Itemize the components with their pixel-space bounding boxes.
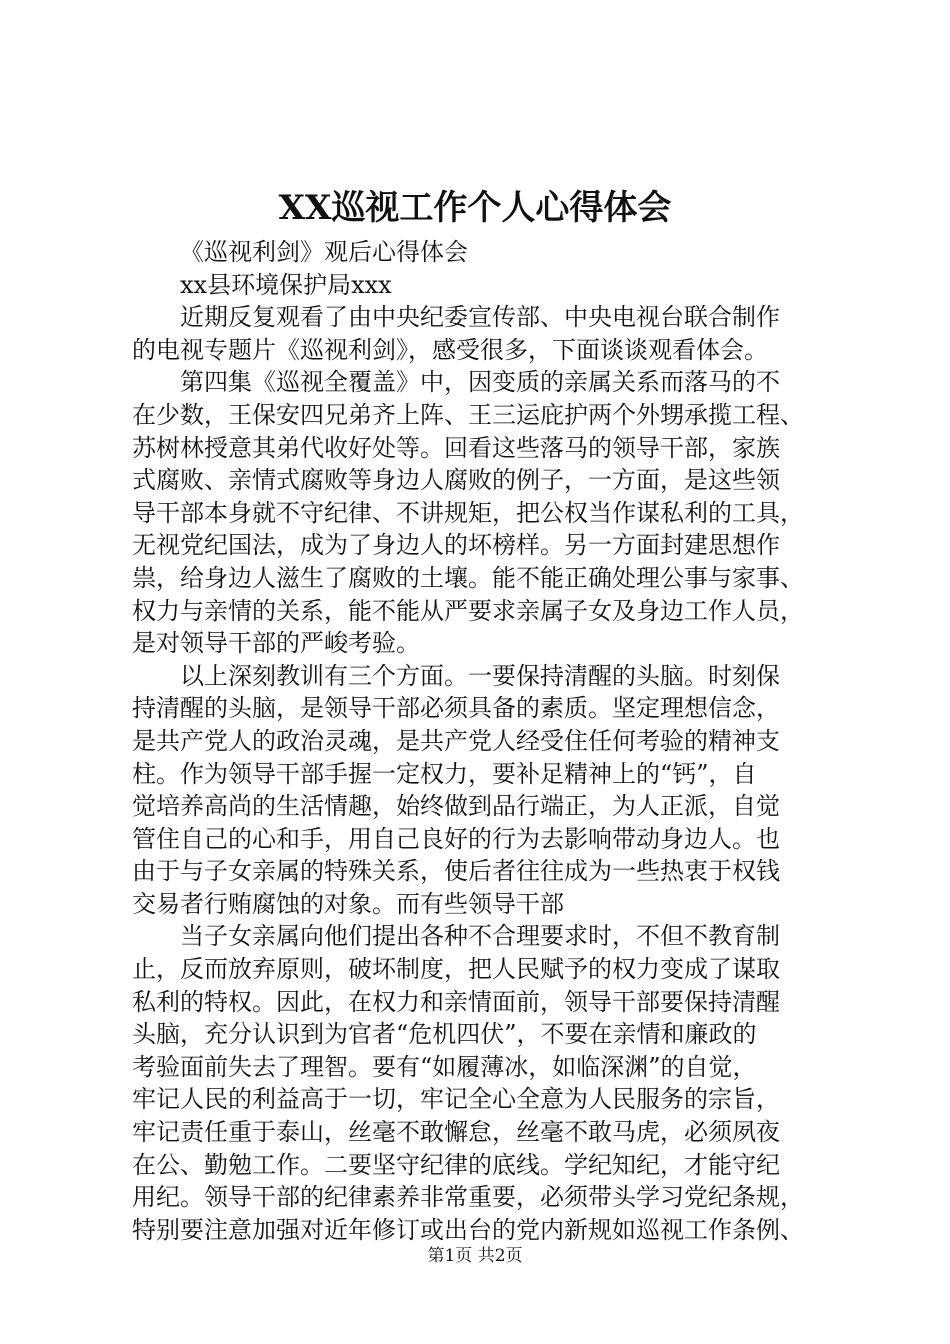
text-line: 无视党纪国法，成为了身边人的坏榜样。另一方面封建思想作 [132,531,780,560]
text-line: 考验面前失去了理智。要有“如履薄冰，如临深渊”的自觉， [132,1052,757,1081]
document-title: XX巡视工作个人心得体会 [278,188,672,228]
text-line: 权力与亲情的关系，能不能从严要求亲属子女及身边工作人员， [132,596,804,625]
text-line: 近期反复观看了由中央纪委宣传部、中央电视台联合制作 [180,303,780,332]
text-line: 《巡视利剑》观后心得体会 [180,238,468,266]
text-line: 式腐败、亲情式腐败等身边人腐败的例子，一方面，是这些领 [132,466,780,495]
text-line: 持清醒的头脑，是领导干部必须具备的素质。坚定理想信念， [132,694,780,723]
text-line: 牢记人民的利益高于一切，牢记全心全意为人民服务的宗旨， [132,1085,780,1114]
text-line: 在少数，王保安四兄弟齐上阵、王三运庇护两个外甥承揽工程、 [132,400,804,429]
text-line: 交易者行贿腐蚀的对象。而有些领导干部 [132,889,564,918]
text-line: 以上深刻教训有三个方面。一要保持清醒的头脑。时刻保 [180,661,780,690]
text-line: 祟，给身边人滋生了腐败的土壤。能不能正确处理公事与家事、 [132,563,804,592]
text-line: 当子女亲属向他们提出各种不合理要求时，不但不教育制 [180,922,780,951]
text-line: 管住自己的心和手，用自己良好的行为去影响带动身边人。也 [132,824,780,853]
text-line: 是对领导干部的严峻考验。 [132,629,420,658]
text-line: 的电视专题片《巡视利剑》，感受很多，下面谈谈观看体会。 [132,335,768,364]
text-line: 导干部本身就不守纪律、不讲规矩，把公权当作谋私利的工具， [132,498,804,527]
text-line: 苏树林授意其弟代收好处等。回看这些落马的领导干部，家族 [132,433,780,462]
page-footer: 第1页 共2页 [427,1246,523,1266]
text-line: 第四集《巡视全覆盖》中，因变质的亲属关系而落马的不 [180,368,780,397]
text-line: 由于与子女亲属的特殊关系，使后者往往成为一些热衷于权钱 [132,857,780,886]
text-line: 用纪。领导干部的纪律素养非常重要，必须带头学习党纪条规， [132,1183,804,1212]
text-line: 觉培养高尚的生活情趣，始终做到品行端正，为人正派，自觉 [132,792,780,821]
text-line: 特别要注意加强对近年修订或出台的党内新规如巡视工作条例、 [132,1215,804,1244]
text-line: 柱。作为领导干部手握一定权力，要补足精神上的“钙”，自 [132,759,757,788]
text-line: 止，反而放弃原则，破坏制度，把人民赋予的权力变成了谋取 [132,955,780,984]
text-line: 是共产党人的政治灵魂，是共产党人经受住任何考验的精神支 [132,726,780,755]
text-line: 牢记责任重于泰山，丝毫不敢懈怠，丝毫不敢马虎，必须夙夜 [132,1118,780,1147]
text-line: 头脑，充分认识到为官者“危机四伏”，不要在亲情和廉政的 [132,1020,757,1049]
text-line: 在公、勤勉工作。二要坚守纪律的底线。学纪知纪，才能守纪 [132,1150,780,1179]
text-line: 私利的特权。因此，在权力和亲情面前，领导干部要保持清醒 [132,987,780,1016]
document-body [132,236,837,1246]
text-line: xx县环境保护局xxx [180,270,392,299]
